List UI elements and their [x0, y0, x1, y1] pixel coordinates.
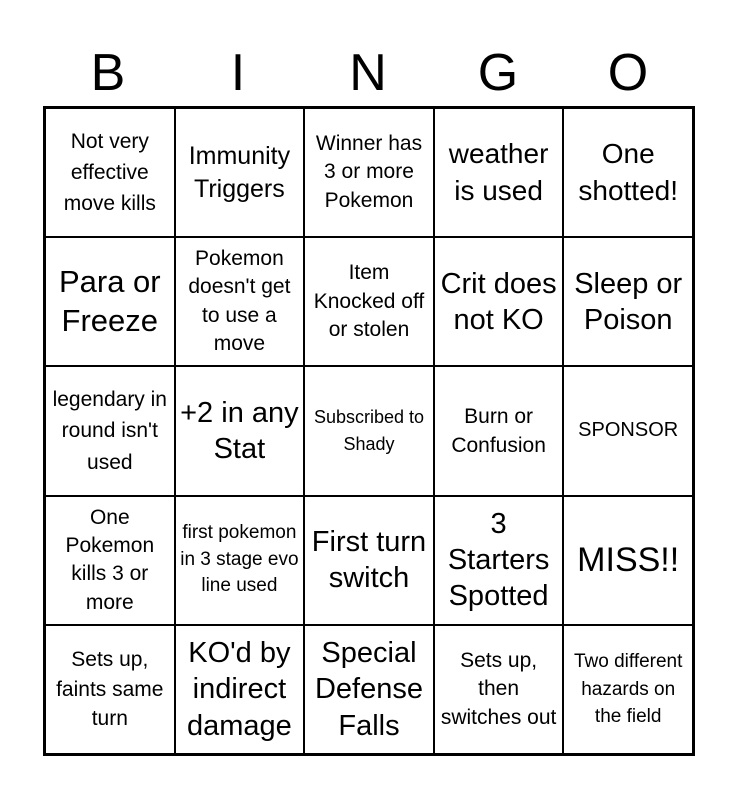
bingo-cell[interactable]: Sets up, then switches out — [433, 624, 565, 755]
bingo-cell[interactable]: Sleep or Poison — [562, 236, 694, 367]
bingo-cell[interactable]: Not very effective move kills — [44, 107, 176, 238]
bingo-cell[interactable]: Subscribed to Shady — [303, 365, 435, 496]
bingo-cell[interactable]: Winner has 3 or more Pokemon — [303, 107, 435, 238]
bingo-cell[interactable]: One Pokemon kills 3 or more — [44, 495, 176, 626]
header-letter-i: I — [230, 44, 246, 102]
header-letter-b: B — [90, 44, 126, 102]
bingo-cell[interactable]: First turn switch — [303, 495, 435, 626]
bingo-cell[interactable]: Crit does not KO — [433, 236, 565, 367]
bingo-cell[interactable]: +2 in any Stat — [174, 365, 306, 496]
header-letter-o: O — [607, 44, 649, 102]
bingo-cell[interactable]: first pokemon in 3 stage evo line used — [174, 495, 306, 626]
header-letter-n: N — [349, 44, 387, 102]
bingo-cell[interactable]: Pokemon doesn't get to use a move — [174, 236, 306, 367]
bingo-header — [43, 40, 693, 106]
bingo-cell[interactable]: Special Defense Falls — [303, 624, 435, 755]
bingo-cell[interactable]: Burn or Confusion — [433, 365, 565, 496]
bingo-cell[interactable]: MISS!! — [562, 495, 694, 626]
bingo-cell[interactable]: SPONSOR — [562, 365, 694, 496]
bingo-cell[interactable]: One shotted! — [562, 107, 694, 238]
bingo-cell[interactable]: weather is used — [433, 107, 565, 238]
bingo-cell[interactable]: Sets up, faints same turn — [44, 624, 176, 755]
bingo-cell[interactable]: KO'd by indirect damage — [174, 624, 306, 755]
header-letter-g: G — [477, 44, 519, 102]
bingo-cell[interactable]: Item Knocked off or stolen — [303, 236, 435, 367]
bingo-cell[interactable]: 3 Starters Spotted — [433, 495, 565, 626]
bingo-grid — [43, 106, 695, 756]
bingo-cell[interactable]: Two different hazards on the field — [562, 624, 694, 755]
bingo-cell[interactable]: Para or Freeze — [44, 236, 176, 367]
bingo-cell[interactable]: legendary in round isn't used — [44, 365, 176, 496]
bingo-cell[interactable]: Immunity Triggers — [174, 107, 306, 238]
